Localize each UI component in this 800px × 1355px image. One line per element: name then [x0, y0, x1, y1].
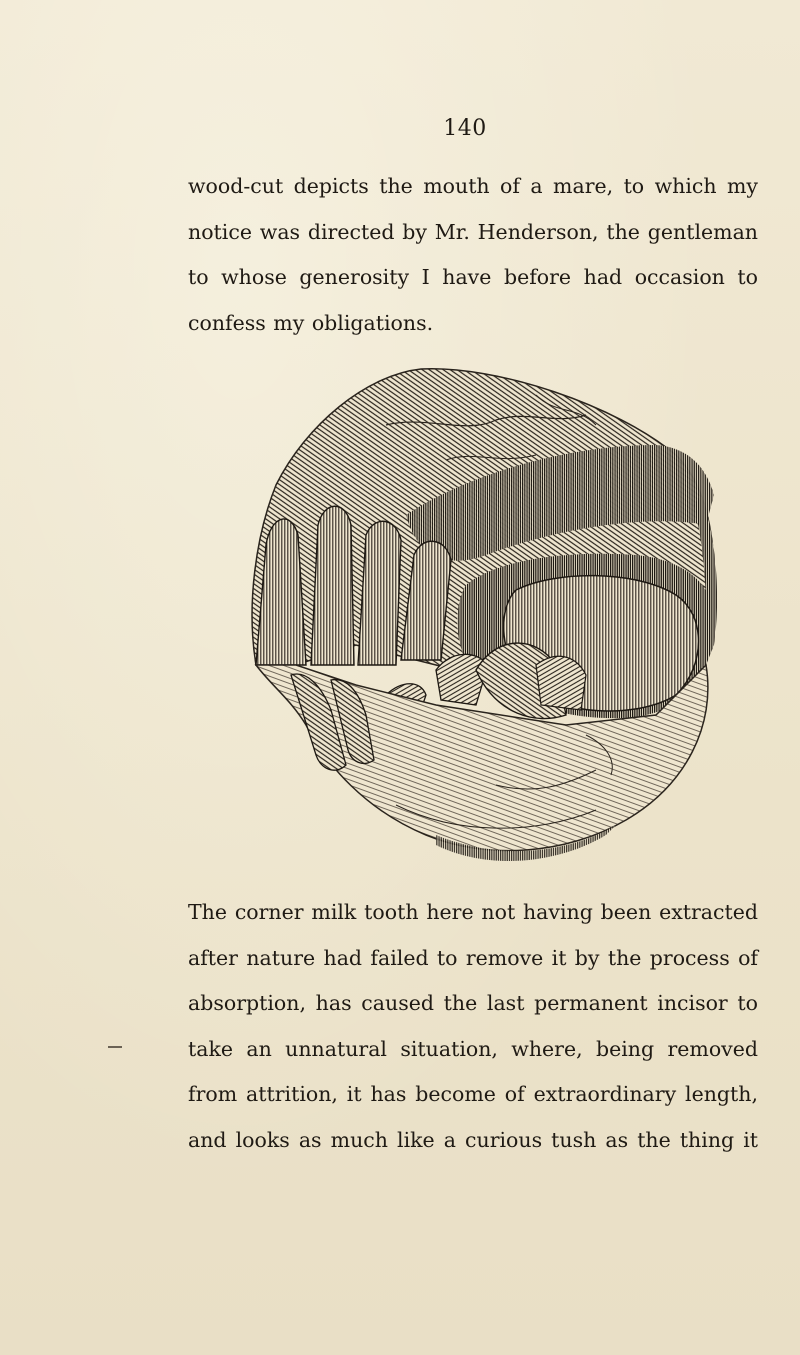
text-line: and looks as much like a curious tush as the thing it: [188, 1127, 758, 1152]
text-line: The corner milk tooth here not having been extracted: [188, 900, 758, 924]
page-number: 140: [443, 116, 487, 141]
paragraph-top: [188, 164, 758, 346]
text-line: to whose generosity I have before had occasion to: [188, 265, 758, 289]
text-line: notice was directed by Mr. Henderson, the gentleman: [188, 219, 758, 244]
woodcut-mare-mouth-image: [236, 365, 726, 865]
text-line: take an unnatural situation, where, being removed: [188, 1036, 758, 1061]
woodcut-illustration: [236, 365, 726, 865]
text-line: after nature had failed to remove it by the process of: [188, 945, 758, 970]
paragraph-bottom: [188, 890, 758, 1163]
text-line: absorption, has caused the last permanent incisor to: [188, 991, 758, 1015]
text-line: confess my obligations.: [188, 310, 434, 335]
margin-dash: [108, 1046, 122, 1048]
text-line: from attrition, it has become of extraordinary length,: [188, 1082, 758, 1106]
text-line: wood-cut depicts the mouth of a mare, to which my: [188, 174, 758, 198]
